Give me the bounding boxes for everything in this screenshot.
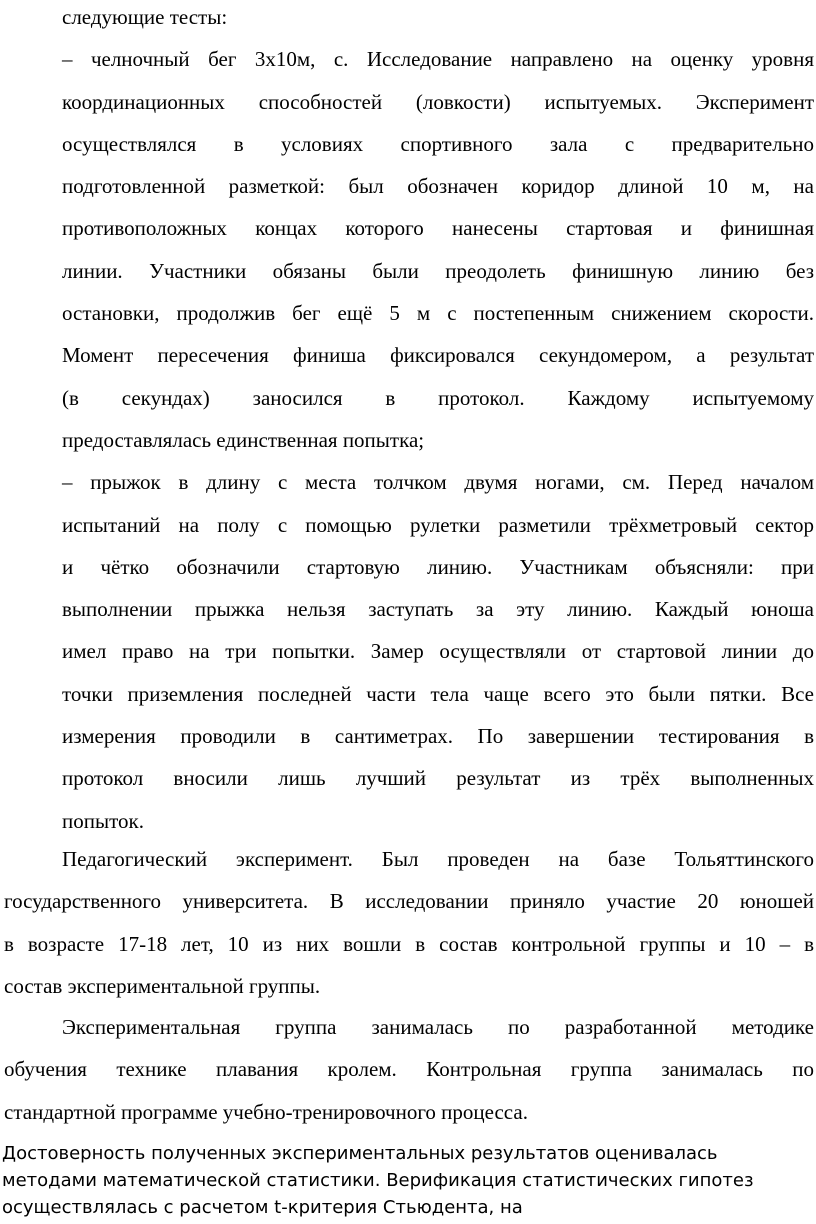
text-line: координационных способностей (ловкости) испытуемых. Эксперимент — [62, 89, 814, 114]
text-line: обучения технике плавания кролем. Контрольная группа занималась по — [4, 1057, 814, 1082]
text-line: осуществлялась с расчетом t-критерия Стьюдента, на — [2, 1197, 523, 1218]
text-line: подготовленной разметкой: был обозначен коридор длиной 10 м, на — [62, 174, 814, 199]
experiment-paragraph — [0, 838, 816, 1007]
text-line: измерения проводили в сантиметрах. По завершении тестирования в — [62, 724, 814, 749]
text-line: предоставлялась единственная попытка; — [62, 427, 425, 452]
groups-paragraph — [0, 1006, 816, 1133]
text-line: методами математической статистики. Верификация статистических гипотез — [2, 1170, 754, 1191]
text-line: имел право на три попытки. Замер осуществляли от стартовой линии до — [62, 639, 814, 664]
text-line: остановки, продолжив бег ещё 5 м с постепенным снижением скорости. — [62, 301, 814, 326]
text-line: линии. Участники обязаны были преодолеть финишную линию без — [62, 258, 814, 283]
text-line: осуществлялся в условиях спортивного зала с предварительно — [62, 131, 814, 156]
text-line: – прыжок в длину с места толчком двумя ногами, см. Перед началом — [62, 470, 814, 495]
text-line: выполнении прыжка нельзя заступать за эту линию. Каждый юноша — [62, 597, 814, 622]
text-line: Момент пересечения финиша фиксировался секундомером, а результат — [62, 343, 814, 368]
text-line: противоположных концах которого нанесены стартовая и финишная — [62, 216, 814, 241]
statistics-paragraph — [0, 1140, 816, 1221]
text-line: испытаний на полу с помощью рулетки разметили трёхметровый сектор — [62, 512, 814, 537]
text-line: в возрасте 17-18 лет, 10 из них вошли в состав контрольной группы и 10 – в — [4, 931, 814, 956]
text-line: государственного университета. В исследовании приняло участие 20 юношей — [4, 889, 814, 914]
text-line: точки приземления последней части тела чаще всего это были пятки. Все — [62, 681, 814, 706]
text-line: (в секундах) заносился в протокол. Каждому испытуемому — [62, 385, 814, 410]
text-line: стандартной программе учебно-тренировочного процесса. — [4, 1099, 528, 1124]
text-line: – челночный бег 3х10м, с. Исследование направлено на оценку уровня — [62, 47, 814, 72]
text-line: состав экспериментальной группы. — [4, 973, 321, 998]
text-line: Достоверность полученных экспериментальных результатов оценивалась — [2, 1143, 718, 1164]
text-line: и чётко обозначили стартовую линию. Участникам объясняли: при — [62, 554, 814, 579]
text-line: Педагогический эксперимент. Был проведен на базе Тольяттинского — [62, 847, 814, 871]
text-line: протокол вносили лишь лучший результат из трёх выполненных — [62, 766, 814, 791]
text-line: следующие тесты: — [62, 5, 228, 29]
text-line: попыток. — [62, 808, 144, 833]
text-line: Экспериментальная группа занималась по разработанной методике — [62, 1015, 814, 1039]
